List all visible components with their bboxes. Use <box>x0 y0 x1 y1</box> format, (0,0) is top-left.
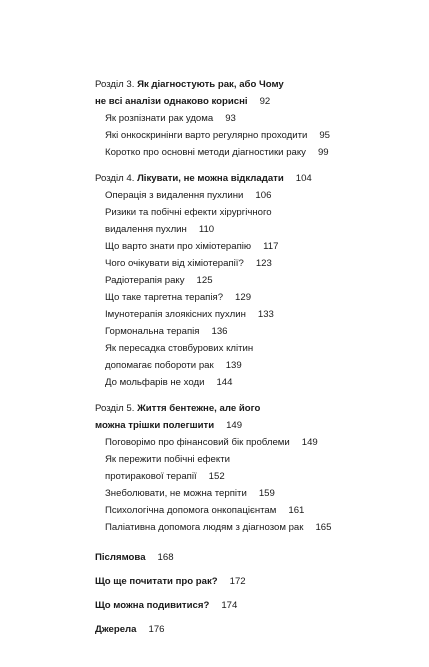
toc-entry <box>95 485 395 502</box>
page-number: 95 <box>319 130 331 141</box>
page-number: 99 <box>317 147 329 158</box>
toc-entry <box>95 502 395 519</box>
toc-entry <box>95 187 395 204</box>
page-number: 125 <box>196 275 213 286</box>
toc-entry <box>95 204 395 221</box>
entry-title: Радіотерапія раку <box>105 275 185 286</box>
entry-title: Що можна подивитися? <box>95 600 210 611</box>
page-number: 123 <box>255 258 272 269</box>
toc-entry <box>95 323 395 340</box>
entry-title: Що таке таргетна терапія? <box>105 292 224 303</box>
chapter-title: Як діагностують рак, або Чому <box>137 79 284 90</box>
entry-title: Чого очікувати від хіміотерапії? <box>105 258 244 269</box>
back-matter-entry <box>95 546 395 570</box>
toc-entry <box>95 434 395 451</box>
page-number: 149 <box>301 437 318 448</box>
entry-title: Коротко про основні методи діагностики раку <box>105 147 306 158</box>
chapter-title: можна трішки полегшити <box>95 420 215 431</box>
entry-title: Поговорімо про фінансовий бік проблеми <box>105 437 290 448</box>
toc-entry <box>95 340 395 357</box>
toc-entry <box>95 238 395 255</box>
toc-chapter <box>95 76 395 161</box>
entry-title: Гормональна терапія <box>105 326 200 337</box>
entry-title: Знеболювати, не можна терпіти <box>105 488 247 499</box>
chapter-title-line <box>95 93 395 110</box>
entry-title: Паліативна допомога людям з діагнозом рак <box>105 522 304 533</box>
page-number: 149 <box>226 420 243 431</box>
toc-entry <box>95 144 395 161</box>
page-number: 117 <box>263 241 279 252</box>
chapter-title: Лікувати, не можна відкладати <box>137 173 284 184</box>
entry-title: Ризики та побічні ефекти хірургічного <box>105 207 272 218</box>
toc-entry <box>95 451 395 468</box>
toc-entry <box>95 221 395 238</box>
page-number: 110 <box>198 224 215 235</box>
entry-title: допомагає побороти рак <box>105 360 214 371</box>
page-number: 136 <box>211 326 228 337</box>
toc-sections <box>95 76 395 536</box>
back-matter-entry <box>95 570 395 594</box>
chapter-title-line <box>95 170 395 187</box>
page-number: 165 <box>315 522 332 533</box>
page-number: 168 <box>157 552 174 563</box>
chapter-title-line <box>95 417 395 434</box>
chapter-number: Розділ 5. <box>95 403 138 414</box>
entry-title: Психологічна допомога онкопацієнтам <box>105 505 277 516</box>
toc-entry <box>95 374 395 391</box>
page-number: 133 <box>257 309 274 320</box>
entry-title: Як розпізнати рак удома <box>105 113 214 124</box>
entry-title: Післямова <box>95 552 146 563</box>
chapter-title-line <box>95 76 395 93</box>
toc-back-matter <box>95 546 395 642</box>
toc-entry <box>95 306 395 323</box>
chapter-title-line <box>95 400 395 417</box>
entry-title: Імунотерапія злоякісних пухлин <box>105 309 246 320</box>
entry-title: протиракової терапії <box>105 471 197 482</box>
entry-title: Що варто знати про хіміотерапію <box>105 241 252 252</box>
chapter-title: Життя бентежне, але його <box>137 403 261 414</box>
page-number: 92 <box>259 96 271 107</box>
chapter-title: не всі аналізи однаково корисні <box>95 96 248 107</box>
page-number: 176 <box>148 624 165 635</box>
toc-chapter <box>95 170 395 391</box>
chapter-number: Розділ 4. <box>95 173 138 184</box>
toc-chapter <box>95 400 395 536</box>
page-number: 159 <box>258 488 275 499</box>
entry-title: Джерела <box>95 624 137 635</box>
toc-entry <box>95 289 395 306</box>
entry-title: Які онкоскринінги варто регулярно проходити <box>105 130 308 141</box>
chapter-number: Розділ 3. <box>95 79 138 90</box>
toc-entry <box>95 357 395 374</box>
page-number: 93 <box>225 113 236 124</box>
toc-entry <box>95 110 395 127</box>
page-number: 174 <box>221 600 238 611</box>
page-number: 152 <box>208 471 225 482</box>
page-number: 172 <box>229 576 246 587</box>
back-matter-entry <box>95 594 395 618</box>
toc-entry <box>95 519 395 536</box>
entry-title: видалення пухлин <box>105 224 187 235</box>
entry-title: До мольфарів не ходи <box>105 377 205 388</box>
toc-entry <box>95 127 395 144</box>
entry-title: Що ще почитати про рак? <box>95 576 218 587</box>
toc-entry <box>95 468 395 485</box>
page-number: 144 <box>216 377 233 388</box>
table-of-contents <box>95 76 395 642</box>
page-number: 129 <box>235 292 252 303</box>
page-number: 139 <box>225 360 242 371</box>
toc-entry <box>95 255 395 272</box>
entry-title: Операція з видалення пухлини <box>105 190 244 201</box>
page-number: 161 <box>288 505 305 516</box>
page-number: 106 <box>255 190 272 201</box>
entry-title: Як пересадка стовбурових клітин <box>105 343 254 354</box>
page-number: 104 <box>295 173 312 184</box>
entry-title: Як пережити побічні ефекти <box>105 454 230 465</box>
toc-entry <box>95 272 395 289</box>
back-matter-entry <box>95 618 395 642</box>
